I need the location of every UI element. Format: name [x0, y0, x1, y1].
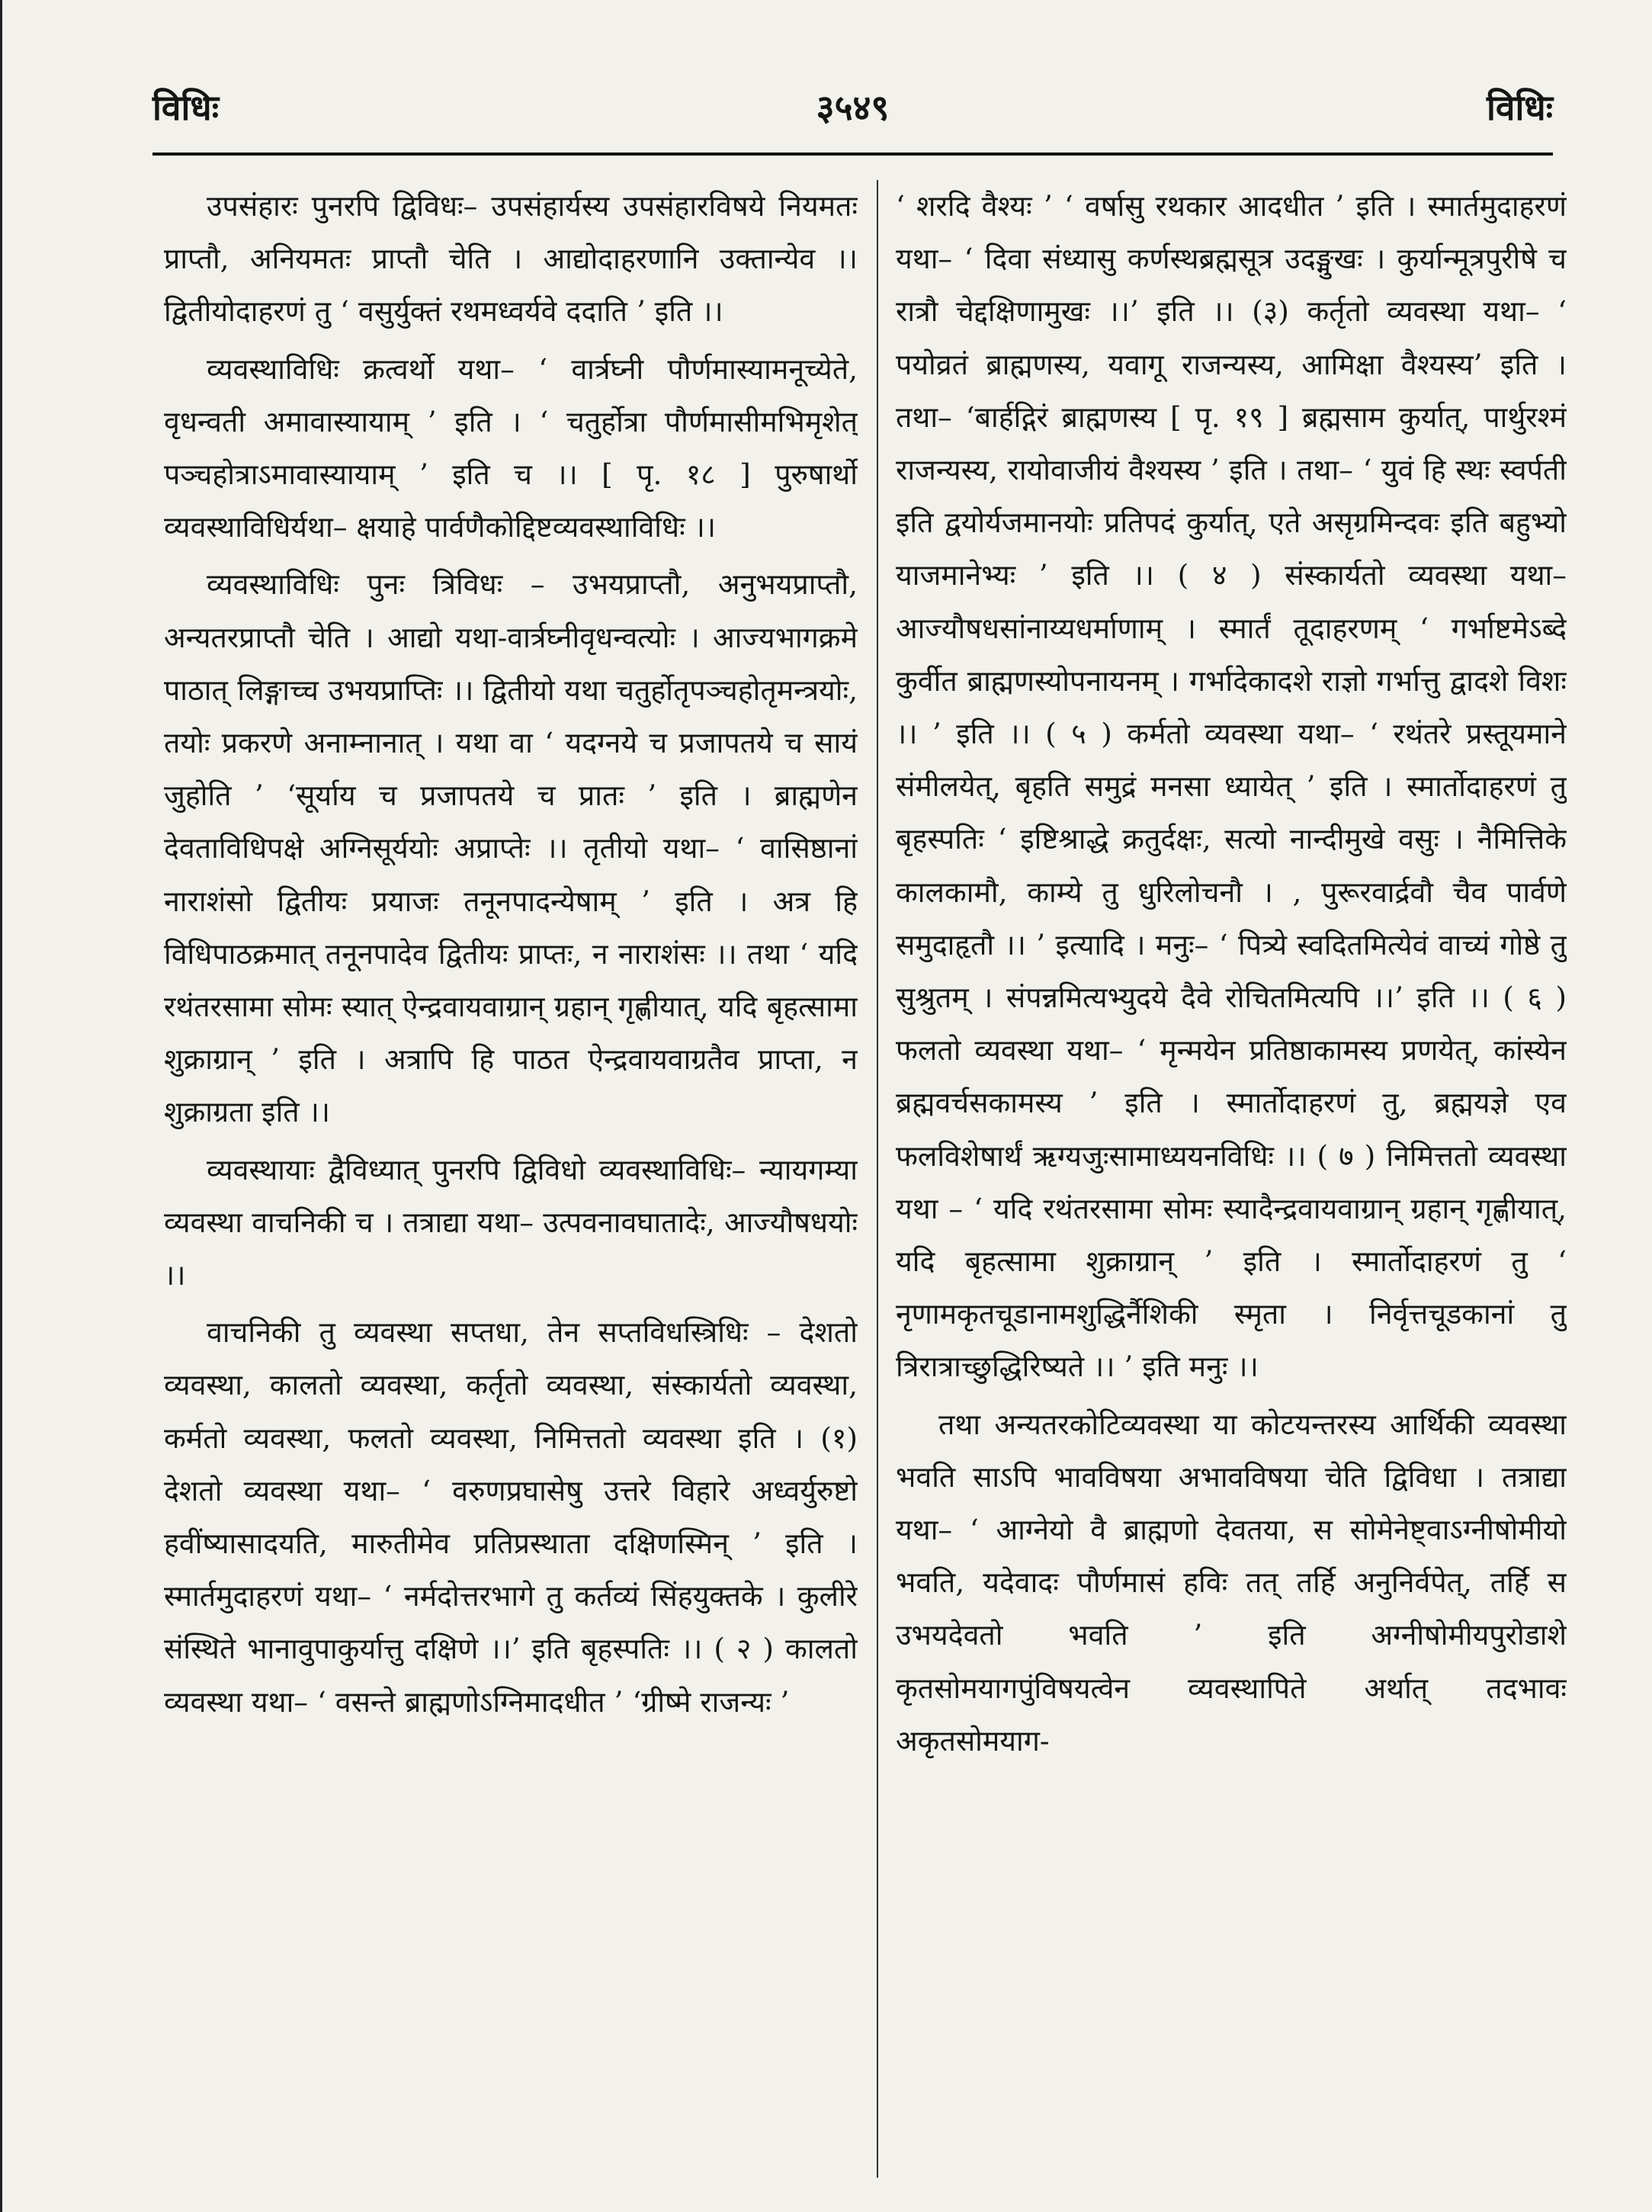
right-column	[896, 180, 1567, 2178]
page-header	[152, 76, 1553, 137]
header-right-title: विधिः	[1487, 87, 1553, 128]
header-left-title: विधिः	[152, 87, 219, 128]
page-binding-edge	[0, 0, 5, 2212]
paragraph: व्यवस्थाविधिः क्रत्वर्थो यथा– ‘ वार्त्रघ्नी पौर्णमास्यामनूच्येते, वृधन्वती अमावास्यायाम् ’ इति । ‘ चतुर्होत्रा पौर्णमासीमभिमृशेत् पञ्चहोत्राऽमावास्यायाम् ’ इति च ।। [ पृ. १८ ] पुरुषार्थो व्यवस्थाविधिर्यथा– क्षयाहे पार्वणैकोद्दिष्टव्यवस्थाविधिः ।।	[164, 352, 858, 544]
paragraph: ‘ शरदि वैश्यः ’ ‘ वर्षासु रथकार आदधीत ’ इति । स्मार्तमुदाहरणं यथा– ‘ दिवा संध्यासु कर्णस्थब्रह्मसूत्र उदङ्मुखः । कुर्यान्मूत्रपुरीषे च रात्रौ चेद्दक्षिणामुखः ।।’ इति ।। (३) कर्तृतो व्यवस्था यथा– ‘ पयोव्रतं ब्राह्मणस्य, यवागू राजन्यस्य, आमिक्षा वैश्यस्य’ इति । तथा– ‘बार्हद्गिरं ब्राह्मणस्य [ पृ. १९ ] ब्रह्मसाम कुर्यात्, पार्थुरश्मं राजन्यस्य, रायोवाजीयं वैश्यस्य ’ इति । तथा– ‘ युवं हि स्थः स्वर्पती इति द्वयोर्यजमानयोः प्रतिपदं कुर्यात्, एते असृग्रमिन्दवः इति बहुभ्यो याजमानेभ्यः ’ इति ।। ( ४ ) संस्कार्यतो व्यवस्था यथा– आज्यौषधसांनाय्यधर्माणाम् । स्मार्तं तूदाहरणम् ‘ गर्भाष्टमेऽब्दे कुर्वीत ब्राह्मणस्योपनायनम् । गर्भादेकादशे राज्ञो गर्भात्तु द्वादशे विशः ।। ’ इति ।। ( ५ ) कर्मतो व्यवस्था यथा– ‘ रथंतरे प्रस्तूयमाने संमीलयेत्, बृहति समुद्रं मनसा ध्यायेत् ’ इति । स्मार्तोदाहरणं तु बृहस्पतिः ‘ इष्टिश्राद्धे क्रतुर्दक्षः, सत्यो नान्दीमुखे वसुः । नैमित्तिके कालकामौ, काम्ये तु धुरिलोचनौ । , पुरूरवार्द्रवौ चैव पार्वणे समुदाहृतौ ।। ’ इत्यादि । मनुः– ‘ पित्र्ये स्वदितमित्येवं वाच्यं गोष्ठे तु सुश्रुतम् । संपन्नमित्यभ्युदये दैवे रोचितमित्यपि ।।’ इति ।। ( ६ ) फलतो व्यवस्था यथा– ‘ मृन्मयेन प्रतिष्ठाकामस्य प्रणयेत्, कांस्येन ब्रह्मवर्चसकामस्य ’ इति । स्मार्तोदाहरणं तु, ब्रह्मयज्ञे एव फलविशेषार्थं ऋग्यजुःसामाध्ययनविधिः ।। ( ७ ) निमित्ततो व्यवस्था यथा – ‘ यदि रथंतरसामा सोमः स्यादैन्द्रवायवाग्रान् ग्रहान् गृह्णीयात्, यदि बृहत्सामा शुक्राग्रान् ’ इति । स्मार्तोदाहरणं तु ‘ नृणामकृतचूडानामशुद्धिर्नैशिकी स्मृता । निर्वृत्तचूडकानां तु त्रिरात्राच्छुद्धिरिष्यते ।। ’ इति मनुः ।।	[896, 189, 1567, 1384]
header-rule	[152, 152, 1553, 156]
column-divider	[877, 180, 878, 2178]
paragraph: तथा अन्यतरकोटिव्यवस्था या कोटयन्तरस्य आर्थिकी व्यवस्था भवति साऽपि भावविषया अभावविषया चेति द्विविधा । तत्राद्या यथा– ‘ आग्नेयो वै ब्राह्मणो देवतया, स सोमेनेष्ट्वाऽग्नीषोमीयो भवति, यदेवादः पौर्णमासं हविः तत् तर्हि अनुनिर्वपेत्, तर्हि स उभयदेवतो भवति ’ इति अग्नीषोमीयपुरोडाशे कृतसोमयागपुंविषयत्वेन व्यवस्थापिते अर्थात् तदभावः अकृतसोमयाग-	[896, 1407, 1567, 1758]
paragraph: व्यवस्थाविधिः पुनः त्रिविधः – उभयप्राप्तौ, अनुभयप्राप्तौ, अन्यतरप्राप्तौ चेति । आद्यो यथा-वार्त्रघ्नीवृधन्वत्योः । आज्यभागक्रमे पाठात् लिङ्गाच्च उभयप्राप्तिः ।। द्वितीयो यथा चतुर्होतृपञ्चहोतृमन्त्रयोः, तयोः प्रकरणे अनाम्नानात् । यथा वा ‘ यदग्नये च प्रजापतये च सायं जुहोति ’ ‘सूर्याय च प्रजापतये च प्रातः ’ इति । ब्राह्मणेन देवताविधिपक्षे अग्निसूर्ययोः अप्राप्तेः ।। तृतीयो यथा– ‘ वासिष्ठानां नाराशंसो द्वितीयः प्रयाजः तनूनपादन्येषाम् ’ इति । अत्र हि विधिपाठक्रमात् तनूनपादेव द्वितीयः प्राप्तः, न नाराशंसः ।। तथा ‘ यदि रथंतरसामा सोमः स्यात् ऐन्द्रवायवाग्रान् ग्रहान् गृह्णीयात्, यदि बृहत्सामा शुक्राग्रान् ’ इति । अत्रापि हि पाठत ऐन्द्रवायवाग्रतैव प्राप्ता, न शुक्राग्रता इति ।।	[164, 567, 858, 1129]
paragraph: व्यवस्थायाः द्वैविध्यात् पुनरपि द्विविधो व्यवस्थाविधिः– न्यायगम्या व्यवस्था वाचनिकी च । तत्राद्या यथा– उत्पवनावघातादेः, आज्यौषधयोः ।।	[164, 1152, 858, 1292]
page-number: ३५४९	[816, 87, 890, 128]
left-column	[164, 180, 858, 2178]
paragraph: वाचनिकी तु व्यवस्था सप्तधा, तेन सप्तविधस्त्रिधिः – देशतो व्यवस्था, कालतो व्यवस्था, कर्तृतो व्यवस्था, संस्कार्यतो व्यवस्था, कर्मतो व्यवस्था, फलतो व्यवस्था, निमित्ततो व्यवस्था इति । (१) देशतो व्यवस्था यथा– ‘ वरुणप्रघासेषु उत्तरे विहारे अध्वर्युरुष्टो हवींष्यासादयति, मारुतीमेव प्रतिप्रस्थाता दक्षिणस्मिन् ’ इति । स्मार्तमुदाहरणं यथा– ‘ नर्मदोत्तरभागे तु कर्तव्यं सिंहयुक्तके । कुलीरे संस्थिते भानावुपाकुर्यात्तु दक्षिणे ।।’ इति बृहस्पतिः ।। ( २ ) कालतो व्यवस्था यथा– ‘ वसन्ते ब्राह्मणोऽग्निमादधीत ’ ‘ग्रीष्मे राजन्यः ’	[164, 1315, 858, 1719]
paragraph: उपसंहारः पुनरपि द्विविधः– उपसंहार्यस्य उपसंहारविषये नियमतः प्राप्तौ, अनियमतः प्राप्तौ चेति । आद्योदाहरणानि उक्तान्येव ।। द्वितीयोदाहरणं तु ‘ वसुर्युक्तं रथमध्वर्यवे ददाति ’ इति ।।	[164, 189, 858, 329]
